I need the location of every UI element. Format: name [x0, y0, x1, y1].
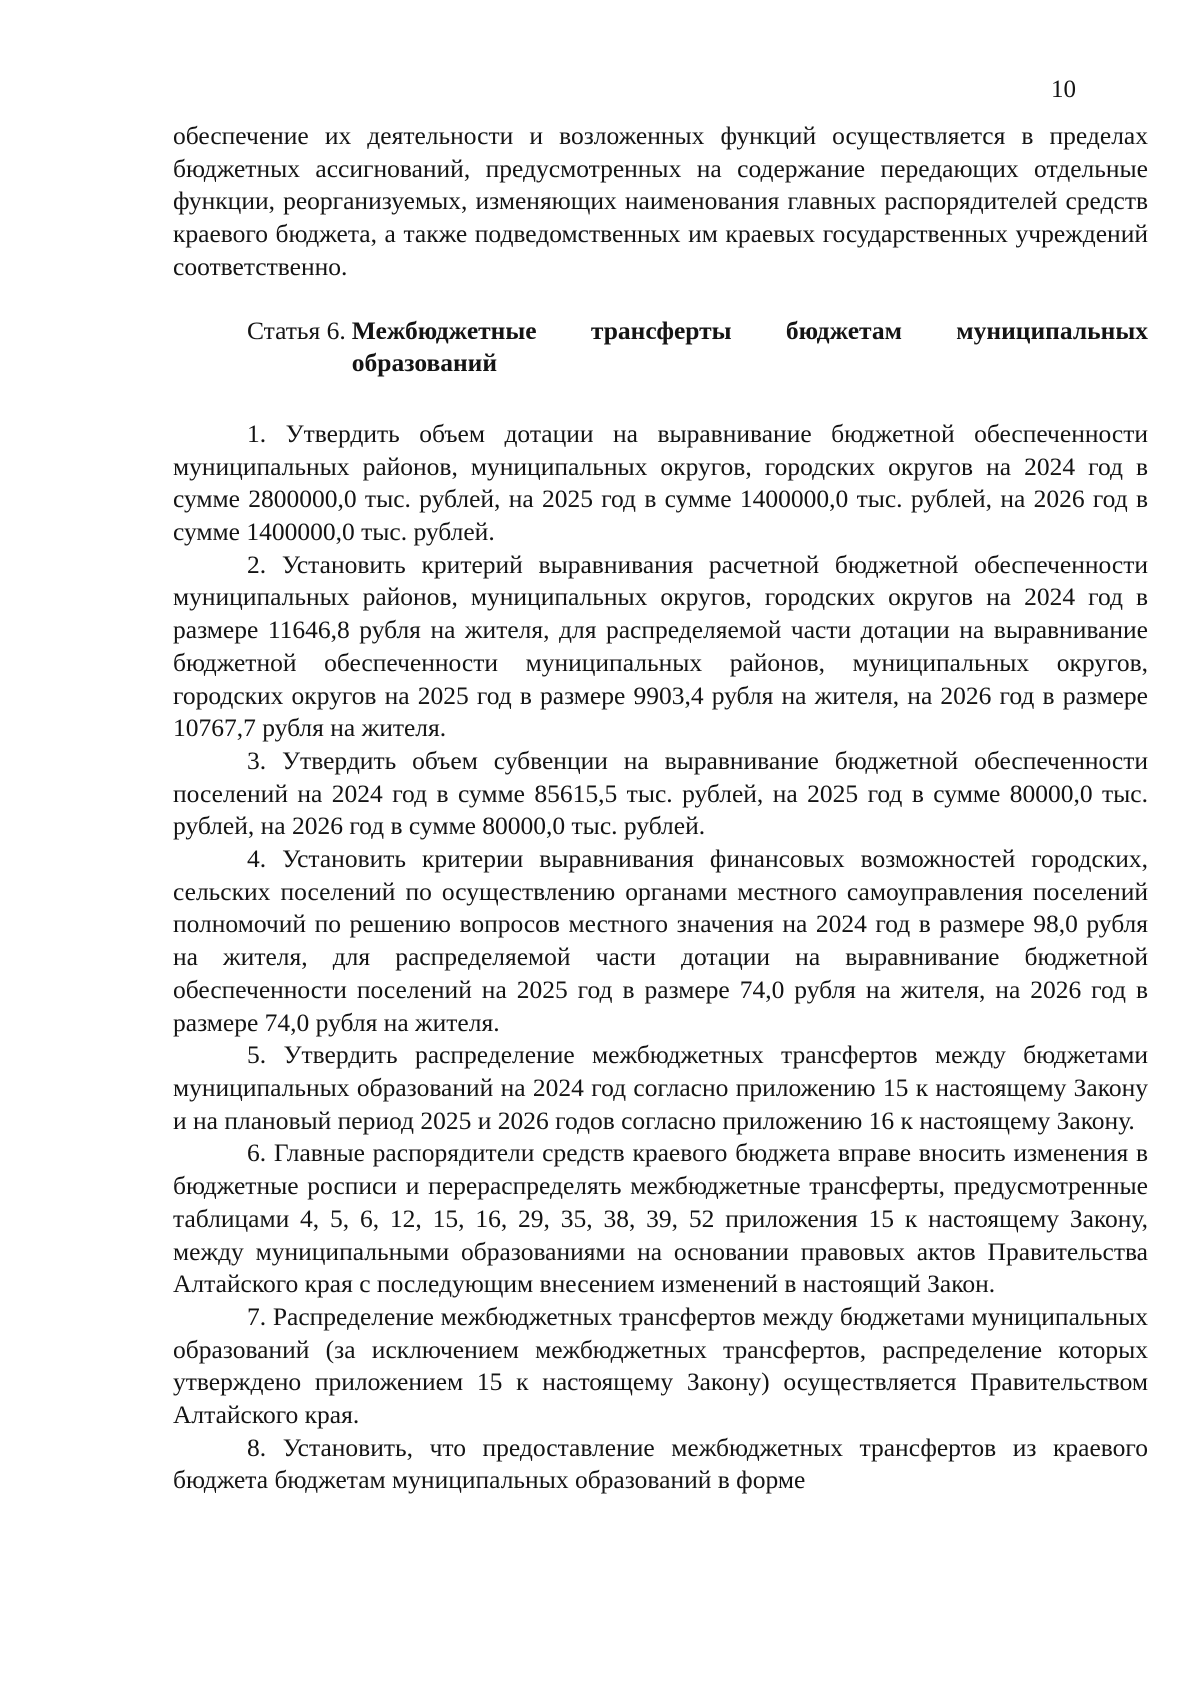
- article-heading: [173, 315, 1148, 380]
- article-title: Межбюджетные трансферты бюджетам муниципальных образований: [351, 315, 1148, 378]
- article-label: Статья 6.: [247, 315, 346, 345]
- paragraph-3: 3. Утвердить объем субвенции на выравнивание бюджетной обеспеченности поселений на 2024 год в сумме 85615,5 тыс. рублей, на 2025 год в сумме 80000,0 тыс. рублей, на 2026 год в сумме 80000,0 тыс. рублей.: [173, 745, 1148, 841]
- paragraph-1: 1. Утвердить объем дотации на выравнивание бюджетной обеспеченности муниципальных районов, муниципальных округов, городских округов на 2024 год в сумме 2800000,0 тыс. рублей, на 2025 год в сумме 1400000,0 тыс. рублей, на 2026 год в сумме 1400000,0 тыс. рублей.: [173, 418, 1148, 547]
- page-number: 10: [1051, 76, 1076, 103]
- paragraph-7: 7. Распределение межбюджетных трансфертов между бюджетами муниципальных образований (за исключением межбюджетных трансфертов, распределение которых утверждено приложением 15 к настоящему Закону) осуществляется Правительством Алтайского края.: [173, 1301, 1148, 1430]
- paragraph-8: 8. Установить, что предоставление межбюджетных трансфертов из краевого бюджета бюджетам муниципальных образований в форме: [173, 1432, 1148, 1495]
- body-text: [173, 120, 1148, 1497]
- paragraph-4: 4. Установить критерии выравнивания финансовых возможностей городских, сельских поселений по осуществлению органами местного самоуправления поселений полномочий по решению вопросов местного значения на 2024 год в размере 98,0 рубля на жителя, для распределяемой части дотации на выравнивание бюджетной обеспеченности поселений на 2025 год в размере 74,0 рубля на жителя, на 2026 год в размере 74,0 рубля на жителя.: [173, 844, 1148, 1037]
- intro-paragraph: обеспечение их деятельности и возложенных функций осуществляется в пределах бюджетных ассигнований, предусмотренных на содержание передающих отдельные функции, реорганизуемых, изменяющих наименования главных распорядителей средств краевого бюджета, а также подведомственных им краевых государственных учреждений соответственно.: [173, 121, 1148, 281]
- paragraph-2: 2. Установить критерий выравнивания расчетной бюджетной обеспеченности муниципальных районов, муниципальных округов, городских округов на 2024 год в размере 11646,8 рубля на жителя, для распределяемой части дотации на выравнивание бюджетной обеспеченности муниципальных районов, муниципальных округов, городских округов на 2025 год в размере 9903,4 рубля на жителя, на 2026 год в размере 10767,7 рубля на жителя.: [173, 549, 1148, 743]
- paragraph-6: 6. Главные распорядители средств краевого бюджета вправе вносить изменения в бюджетные росписи и перераспределять межбюджетные трансферты, предусмотренные таблицами 4, 5, 6, 12, 15, 16, 29, 35, 38, 39, 52 приложения 15 к настоящему Закону, между муниципальными образованиями на основании правовых актов Правительства Алтайского края с последующим внесением изменений в настоящий Закон.: [173, 1138, 1148, 1299]
- paragraph-5: 5. Утвердить распределение межбюджетных трансфертов между бюджетами муниципальных образований на 2024 год согласно приложению 15 к настоящему Закону и на плановый период 2025 и 2026 годов согласно приложению 16 к настоящему Закону.: [173, 1040, 1148, 1135]
